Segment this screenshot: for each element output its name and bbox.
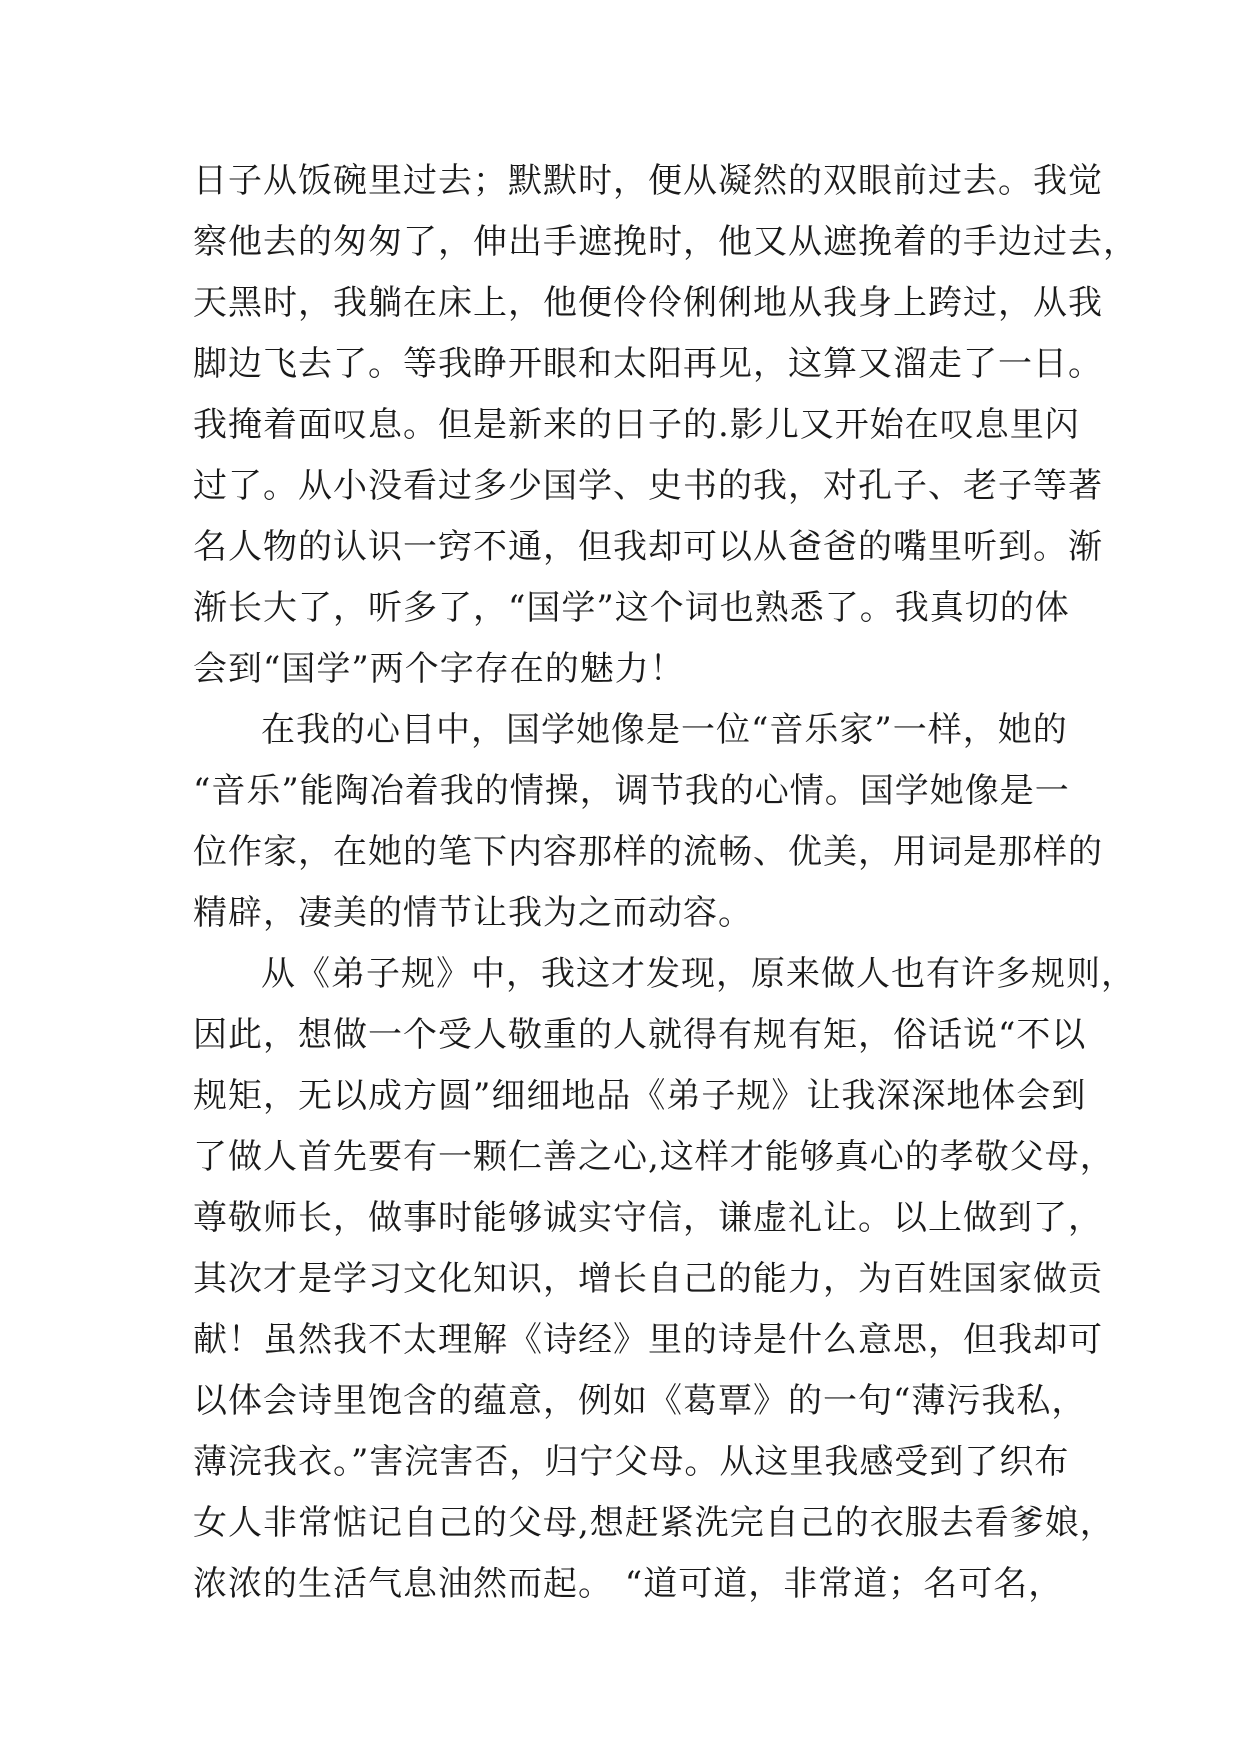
text-line: 因此，想做一个受人敬重的人就得有规有矩，俗话说“不以 xyxy=(193,1015,1087,1055)
text-line: 尊敬师长，做事时能够诚实守信，谦虚礼让。以上做到了， xyxy=(193,1198,1103,1238)
text-line: 规矩，无以成方圆”细细地品《弟子规》让我深深地体会到 xyxy=(193,1076,1087,1116)
text-line: 位作家，在她的笔下内容那样的流畅、优美，用词是那样的 xyxy=(193,832,1103,872)
paragraph-first-line: 从《弟子规》中，我这才发现，原来做人也有许多规则， xyxy=(261,954,1136,994)
text-line: 日子从饭碗里过去；默默时，便从凝然的双眼前过去。我觉 xyxy=(193,161,1103,201)
text-line: 薄浣我衣。”害浣害否，归宁父母。从这里我感受到了织布 xyxy=(193,1442,1070,1482)
text-line: “音乐”能陶冶着我的情操，调节我的心情。国学她像是一 xyxy=(193,771,1070,811)
paragraph-first-line: 在我的心目中，国学她像是一位“音乐家”一样，她的 xyxy=(261,710,1068,750)
text-line: 了做人首先要有一颗仁善之心,这样才能够真心的孝敬父母， xyxy=(193,1137,1115,1177)
text-line: 以体会诗里饱含的蕴意，例如《葛覃》的一句“薄污我私， xyxy=(193,1381,1087,1421)
text-line: 我掩着面叹息。但是新来的日子的.影儿又开始在叹息里闪 xyxy=(193,405,1080,445)
text-line: 渐长大了，听多了，“国学”这个词也熟悉了。我真切的体 xyxy=(193,588,1070,628)
text-line: 名人物的认识一窍不通，但我却可以从爸爸的嘴里听到。渐 xyxy=(193,527,1103,567)
text-line: 精辟，凄美的情节让我为之而动容。 xyxy=(193,893,753,933)
text-line: 会到“国学”两个字存在的魅力！ xyxy=(193,649,685,689)
text-line: 脚边飞去了。等我睁开眼和太阳再见，这算又溜走了一日。 xyxy=(193,344,1103,384)
text-line: 察他去的匆匆了，伸出手遮挽时，他又从遮挽着的手边过去， xyxy=(193,222,1138,262)
text-line: 天黑时，我躺在床上，他便伶伶俐俐地从我身上跨过，从我 xyxy=(193,283,1103,323)
text-line: 女人非常惦记自己的父母,想赶紧洗完自己的衣服去看爹娘， xyxy=(193,1503,1115,1543)
text-line: 过了。从小没看过多少国学、史书的我，对孔子、老子等著 xyxy=(193,466,1103,506)
document-body xyxy=(193,151,1138,1615)
text-line: 其次才是学习文化知识，增长自己的能力，为百姓国家做贡 xyxy=(193,1259,1103,1299)
text-line: 浓浓的生活气息油然而起。 “道可道，非常道；名可名， xyxy=(193,1564,1064,1604)
text-line: 献！虽然我不太理解《诗经》里的诗是什么意思，但我却可 xyxy=(193,1320,1103,1360)
